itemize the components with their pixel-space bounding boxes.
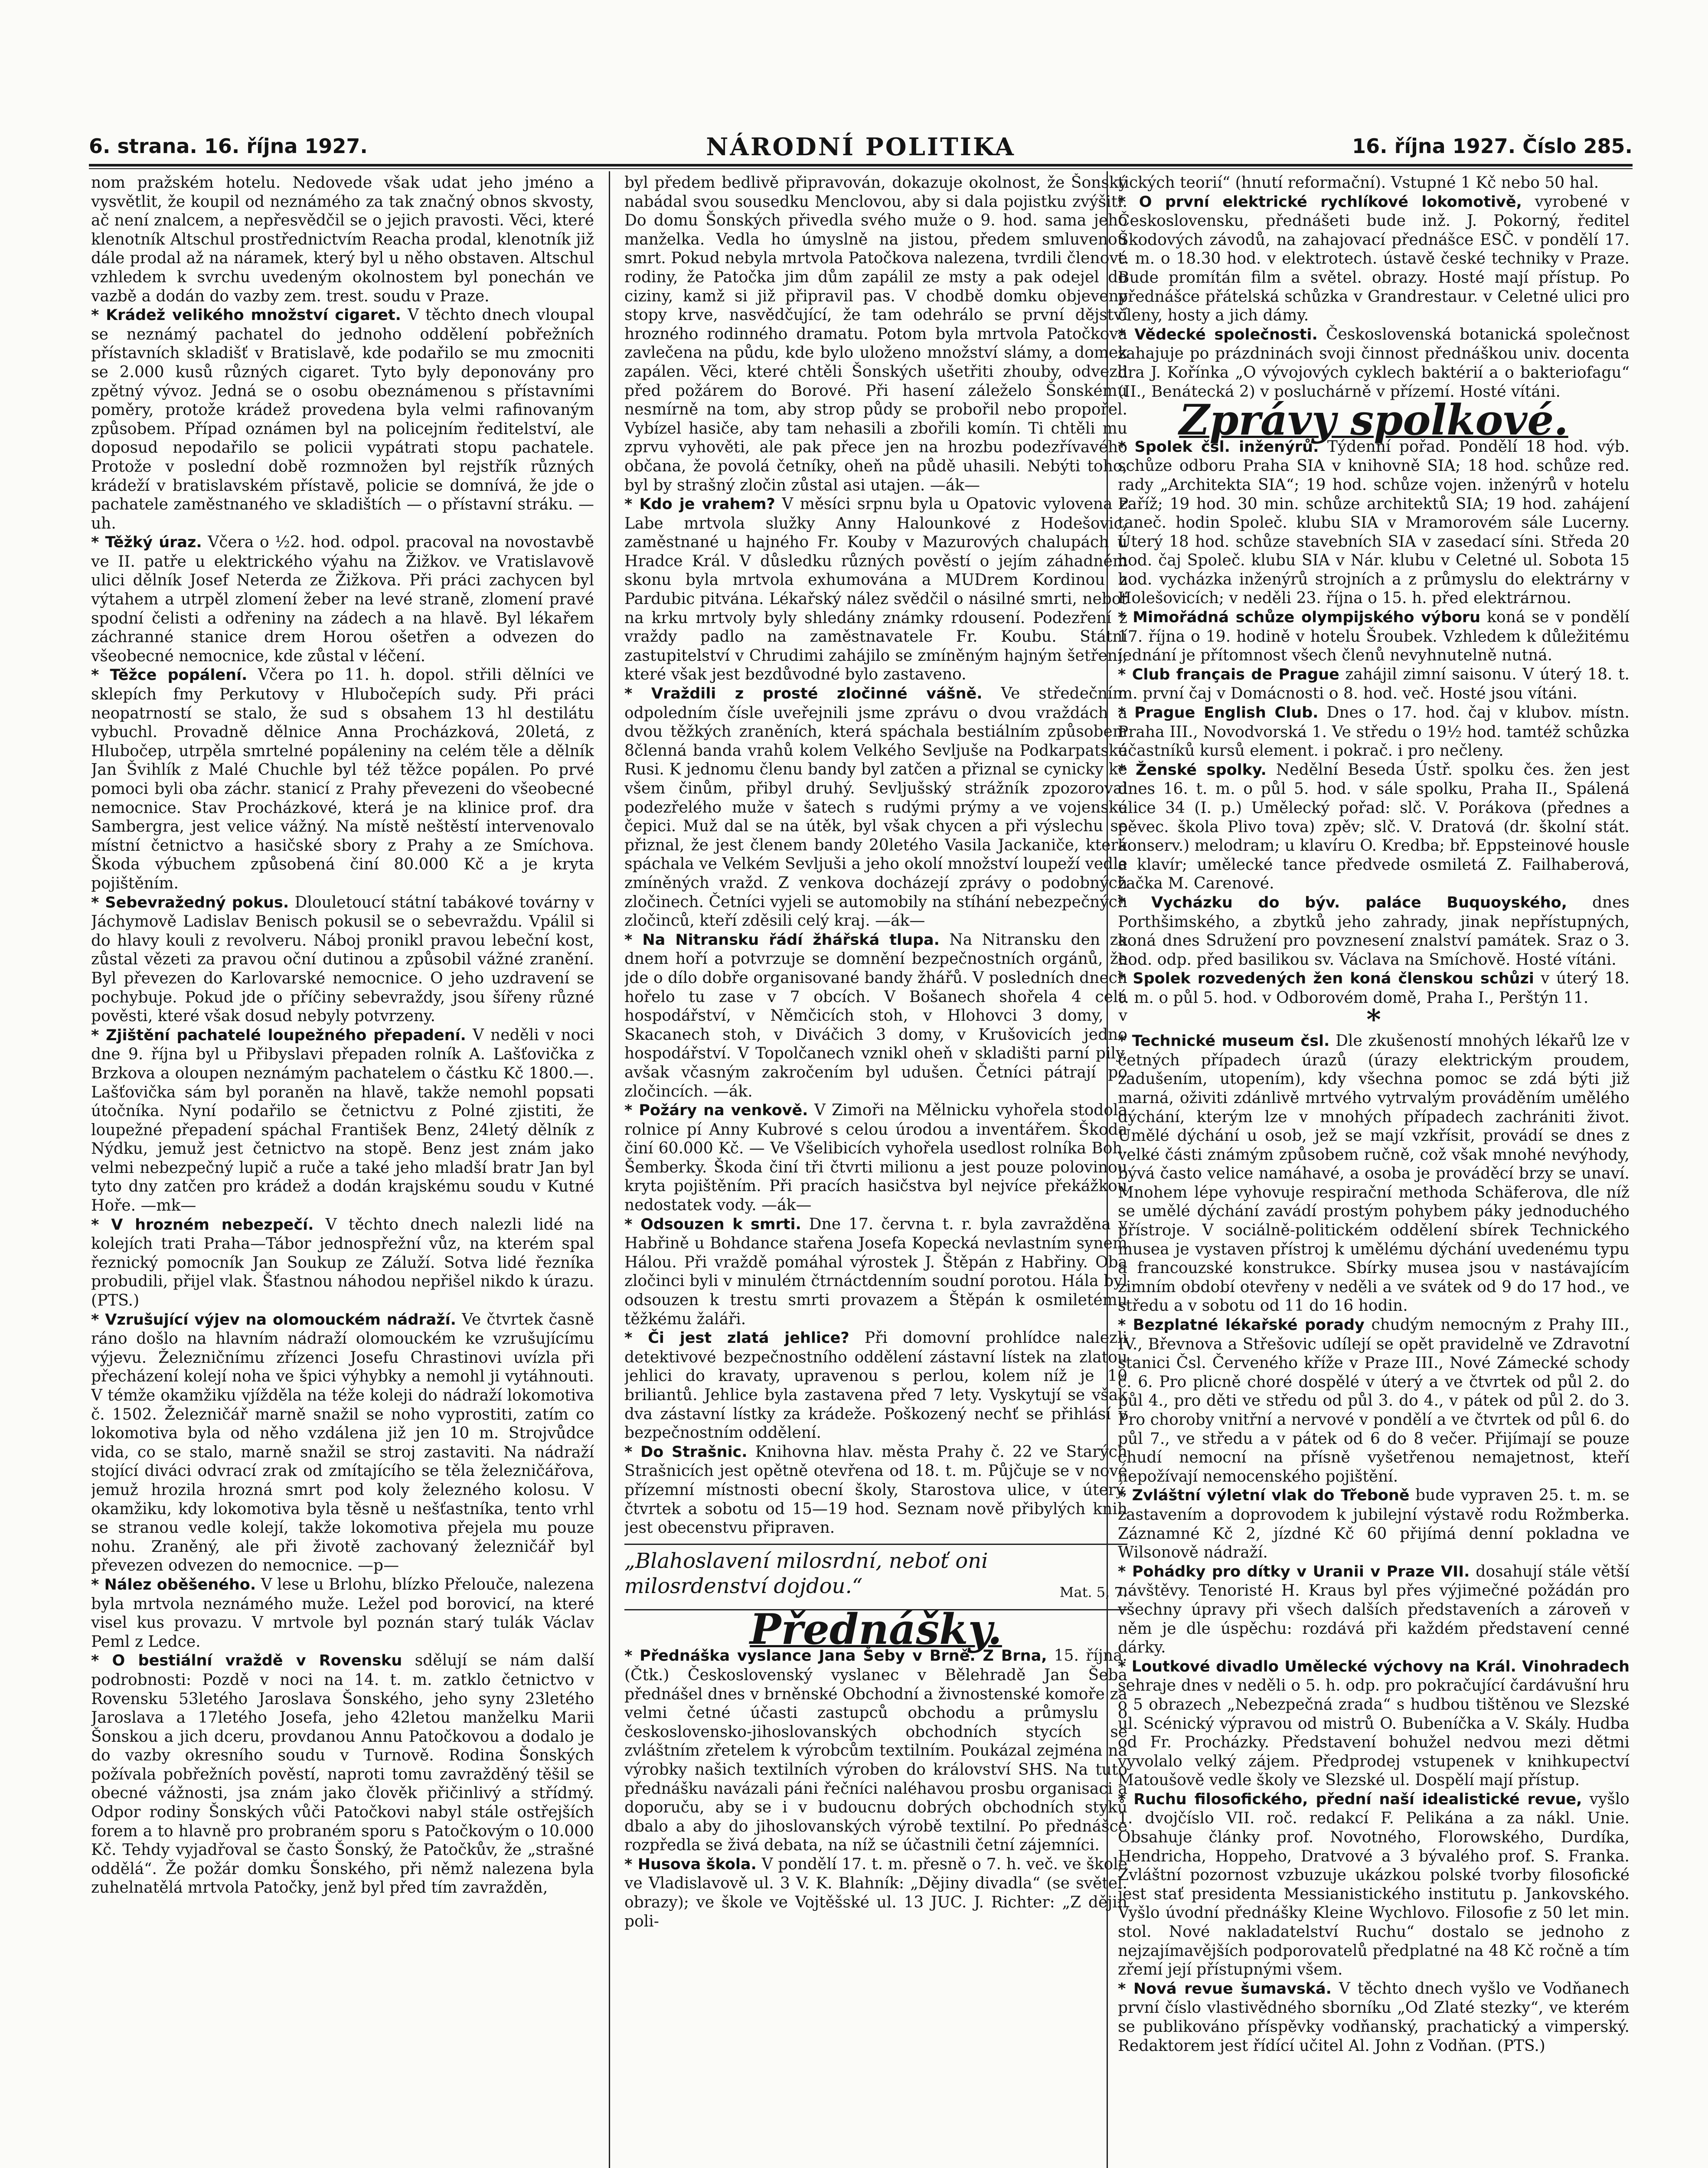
article-heading: * O první elektrické rychlíkové lokomotivě, [1118,193,1522,211]
article-col1-5 [91,1026,594,1215]
article-col3-2 [1118,325,1630,401]
article-col1-9 [91,1651,594,1897]
article-body: sdělují se nám další podrobnosti: Pozdě v noci na 14. t. m. zatklo četnictvo v Rovensku 53letého Jaroslava Šonského, jeho syny 23letého Jaroslava a 17letého Josefa, jeho 42letou manželku Marii Šonskou a jich dceru, provdanou Annu Patočkovou a dodalo je do vazby okresního soudu v Turnově. Rodina Šonských požívala pobřežních pověstí, naproti tomu zavražděný těšil se obecné vážnosti, jsa znám jako člověk přičinlivý a střídmý. Odpor rodiny Šonských vůči Patočkovi nabyl stále ostřejších forem a to hlavně pro probraném sporu s Patočkovým o 10.000 Kč. Tehdy vyjadřoval se často Šonský, že Patočkův, že „strašné oddělá“. Že požár domku Šonského, při němž nalezena byla zuhelnatělá mrtvola Patočky, jenž byl před tím zavražděn, [91,1652,594,1897]
article-body: Včera po 11. h. dopol. střili dělníci ve sklepích fmy Perkutovy v Hlubočepích sudy. Při práci neopatrností se stalo, že sud s obsahem 13 hl destilátu vybuchl. Provadně dělnice Anna Procházková, 20letá, z Hlubočep, utrpěla smrtelné popáleniny na celém těle a dělník Jan Švihlík z Malé Chuchle byl též těžce popálen. Po prvé pomoci byli oba záchr. stanicí z Prahy převezeni do všeobecné nemocnice. Stav Procházkové, která je na klinice prof. dra Sambergra, jest velice vážný. Na místě neštěstí intervenovalo místní četnictvo a hasičské sbory z Prahy a ze Smíchova. Škoda výbuchem způsobená činí 80.000 Kč a je kryta pojištěním. [91,666,594,892]
article-heading: * Spolek rozvedených žen koná členskou schůzi [1118,970,1534,988]
masthead-title: NÁRODNÍ POLITIKA [706,133,1016,161]
article-heading: * Vraždili z prosté zločinné vášně. [624,685,983,703]
article-body: v úterý 18. t. m. o půl 5. hod. v Odborovém domě, Praha I., Perštýn 11. [1118,970,1630,1007]
article-body: Knihovna hlav. města Prahy č. 22 ve Starých Strašnicích jest opětně otevřena od 18. t. m. Půjčuje se v nové přízemní místnosti obecní školy, Starostova ulice, v úterý, čtvrtek a sobotu od 15—19 hod. Seznam nově přibylých knih jest obecenstvu připraven. [624,1443,1127,1537]
article-heading: * Vědecké společnosti. [1118,326,1318,343]
article-heading: * Zvláštní výletní vlak do Třeboně [1118,1487,1410,1505]
article-heading: * Přednáška vyslance Jana Šeby v Brně. Z Brna, [624,1647,1047,1665]
article-body: zahájil zimní saisonu. V úterý 18. t. m. první čaj v Domácnosti o 8. hod. več. Hosté jsou vítáni. [1118,665,1630,703]
article-body: V těchto dnech nalezli lidé na kolejích trati Praha—Tábor jednospřežní vůz, na kterém spal řeznický pomocník Jan Soukup ze Záluží. Sotva lidé řezníka probudili, přijel vlak. Šťastnou náhodou nepřišel nikdo k úrazu. (PTS.) [91,1215,594,1310]
article-body: nom pražském hotelu. Nedovede však udat jeho jméno a vysvětlit, že koupil od neznámého za tak značný obnos skvosty, ač není znalcem, a nepřesvědčil se o jejich pravosti. Věci, které klenotník Altschul prostřednictvím Reacha prodal, klenotník již dále prodal až na náramek, který byl u něho obstaven. Altschul vzhledem k svrchu uvedeným okolnostem byl ponechán ve vazbě a dodán do vazby zem. trest. soudu v Praze. [91,174,594,305]
column-2 [624,173,1127,2168]
article-body: V neděli v noci dne 9. října byl u Přibyslavi přepaden rolník A. Lašťovička z Brzkova a oloupen neznámým pachatelem o částku Kč 1800.—. Lašťovička sám byl poraněn na hlavě, takže nemohl popsati útočníka. Nyní podařilo se četnictvu z Polné zjistiti, že loupežné přepadení spáchal František Benz, 24letý dělník z Nýdku, jemuž jest četnictvo na stopě. Benz jest znám jako velmi nebezpečný lupič a ruče a také jeho mladší bratr Jan byl tyto dny zatčen pro krádež a dodán krajskému soudu v Kutné Hoře. —mk— [91,1026,594,1215]
article-col3_c-1 [1118,1316,1630,1486]
article-heading: * Ženské spolky. [1118,761,1267,779]
article-heading: * Či jest zlatá jehlice? [624,1329,849,1347]
article-heading: * Odsouzen k smrti. [624,1215,801,1233]
article-col1-7 [91,1310,594,1575]
article-col3-0 [1118,173,1630,193]
header-rule-thin [89,168,1633,169]
article-body: Ve čtvrtek časně ráno došlo na hlavním nádraží olomouckém ke vzrušujícímu výjevu. Železničnímu zřízenci Josefu Chrastinovi uvízla při přecházení kolejí noha ve špici výhybky a nemohl ji vytáhnouti. V témže okamžiku vjížděla na téže koleji do nádraží lokomotiva č. 1502. Železničář marně snažil se noho vyprostiti, zatím co lokomotiva byla od něho vzdálena již jen 10 m. Strojvůdce vida, co se stalo, marně snažil se stroj zastaviti. Na nádraží stojící diváci odvrací zrak od zmítajícího se těla železničářova, jemuž hrozila hrozná smrt pod koly železného kolosu. V okamžiku, kdy lokomotiva byla těsně u nešťastníka, tento vrhl se stranou vedle kolejí, takže lokomotiva přejela mu pouze nohu. Zraněný, ale při životě zachovaný železničář byl převezen odvezen do nemocnice. —p— [91,1310,594,1575]
article-heading: * Nová revue šumavská. [1118,1980,1332,1998]
article-heading: * O bestiální vraždě v Rovensku [91,1652,402,1670]
article-heading: * Husova škola. [624,1855,757,1873]
article-col1-4 [91,893,594,1026]
article-heading: * Loutkové divadlo Umělecké výchovy na Král. Vinohradech [1118,1658,1630,1675]
page-header [89,130,1633,161]
article-body: Dnes o 17. hod. čaj v klubov. místn. Praha III., Novodvorská 1. Ve středu o 19½ hod. tamtéž schůzka účastníků kursů element. i pokrač. i pro nečleny. [1118,704,1630,760]
article-heading: * V hrozném nebezpečí. [91,1216,314,1234]
article-body: Nedělní Beseda Ústř. spolku čes. žen jest dnes 16. t. m. o půl 5. hod. v sále spolku, Praha II., Spálená ulice 34 (I. p.) Umělecký pořad: slč. V. Porákova (přednes a pěvec. škola Plivo tova) zpěv; slč. V. Dratová (dr. školní stát. konserv.) melodram; u klavíru O. Kredba; bř. Eppsteinové housle a klavír; umělecké tance předvede osmiletá Z. Failhaberová, žačka M. Carenové. [1118,761,1630,893]
article-heading: * Požáry na venkově. [624,1102,808,1120]
quote-reference: Mat. 5, 7. [1059,1584,1127,1600]
article-col2-7 [624,1443,1127,1538]
article-body: vyrobené v Československu, přednášeti bude inž. J. Pokorný, ředitel Škodových závodů, na zahajovací přednášce ESČ. v pondělí 17. t. m. o 18.30 hod. v elektrotech. ústavě české techniky v Praze. Bude promítán film a světel. obrazy. Hosté mají přístup. Po přednášce přátelská schůzka v Grandrestaur. v Celetné ulici pro členy, hosty a jich dámy. [1118,193,1630,325]
article-body: V Zimoři na Mělnicku vyhořela stodola rolnice pí Anny Kubrové s celou úrodou a inventářem. Škoda činí 60.000 Kč. — Ve Všelibicích vyhořela usedlost rolníka Boh. Šemberky. Škoda činí tři čtvrti milionu a jest pouze polovinou kryta pojištěním. Při pracích hasičstva byl nejvíce překážkou nedostatek vody. —ák— [624,1101,1127,1215]
article-heading: * Spolek čsl. inženýrů. [1118,438,1319,456]
article-heading: * Těžký úraz. [91,534,202,552]
article-body: Týdenní pořad. Pondělí 18 hod. výb. schůze odboru Praha SIA v knihovně SIA; 18 hod. schůze red. rady „Architekta SIA“; 19 hod. schůze vojen. inženýrů v hotelu Paříž; 19 hod. 30 min. schůze architektů SIA; 19 hod. zahájení taneč. hodin Společ. klubu SIA v Mramorovém sále Lucerny. Úterý 18 hod. schůze stavebních SIA v zasedací síni. Středa 20 hod. čaj Společ. klubu SIA v Nár. klubu v Celetné ul. Sobota 15 hod. vycházka inženýrů strojních a z průmyslu do elektrárny v Holešovicích; v neděli 23. října o 15. h. před elektrárnou. [1118,438,1630,607]
article-col2_b-0 [624,1646,1127,1855]
section-separator-star: * [1366,1003,1381,1036]
article-col1-3 [91,666,594,893]
article-col3_c-6 [1118,1979,1630,2055]
article-body: 15. října. (Čtk.) Československý vyslanec v Bělehradě Jan Šeba přednášel dnes v brněnské Obchodní a živnostenské komoře za velmi četné účasti zastupců obchodu a průmyslu o československo-jihoslovanských obchodních stycích se zvláštním zřetelem k výrobcům textilním. Poukázal zejména na výrobky našich textilních výroben do království SHS. Na tuto přednášku navázali páni řečníci naléhavou prosbu organisaci a doporuču, aby se i v budoucnu dobrých obchodních styků dbalo a aby do jihoslovanských výrobě textilní. Po přednášce rozpředla se živá debata, na níž se účastnili četní zájemníci. [624,1647,1127,1855]
bible-quote [624,1544,1127,1605]
article-body: Československá botanická společnost zahajuje po prázdninách svoji činnost přednáškou univ. docenta dra J. Kořínka „O vývojových cyklech baktérií a o bakteriofagu“ (II., Benátecká 2) v posluchárně v přízemí. Hosté vítáni. [1118,325,1630,401]
column-3 [1118,173,1630,2168]
article-heading: * Kdo je vrahem? [624,496,775,513]
article-body: Ve středečním odpoledním čísle uveřejnili jsme zprávu o dvou vraždách a dvou těžkých zraněních, která spáchala bestiálním způsobem 8členná banda vrahů kolem Velkého Sevljuše na Podkarpatské Rusi. K jednomu členu bandy byl zatčen a přiznal se cynicky ke všem činům, přibyl druhý. Sevljušský strážník zpozoroval podezřelého muže v šatech s rudými prýmy a ve vojenské čepici. Muž dal se na útěk, byl však chycen a při výslechu se přiznal, že jest členem bandy 20letého Vasila Jackaniče, která spáchala ve Velkém Sevljuši a jeho okolí množství loupeží vedle zmíněných vražd. Z venkova docházejí zprávy o podobných zločinech. Četníci vyjeli se automobily na stíhání nebezpečných zločinců, kteří zděsili celý kraj. —ák— [624,685,1127,930]
article-body: vyšlo 1. dvojčíslo VII. roč. redakcí F. Pelikána a za nákl. Unie. Obsahuje články prof. Novotného, Florowského, Durdíka, Hendricha, Hoppeho, Dratvové a 3 bývalého prof. S. Franka. Zvláštní pozornost vzbuzuje ukázkou polské tvorby filosofické jest stať presidenta Messianistického institutu p. Jankovského. Vyšlo úvodní přednášky Kleine Wychlovo. Filosofie z 50 let min. stol. Nové nakladatelství Ruchu“ dostalo se jednoho z nejzajímavějších podporovatelů předplatné na 48 Kč ročně a tím zřemí její přístupnými všem. [1118,1790,1630,1979]
article-heading: * Na Nitransku řádí žhářská tlupa. [624,931,940,949]
article-heading: * Ruchu filosofického, přední naší idealistické revue, [1118,1790,1582,1808]
article-col3_c-4 [1118,1657,1630,1790]
article-col2-6 [624,1329,1127,1443]
article-heading: * Mimořádná schůze olympijského výboru [1118,609,1481,627]
article-col2-1 [624,495,1127,684]
article-heading: * Technické museum čsl. [1118,1032,1330,1050]
article-col3_b-1 [1118,608,1630,665]
article-body: dnes Porthšimského, a zbytků jeho zahrady, jinak nepřístupných, koná dnes Sdružení pro povznesení znalství památek. Sraz o 3. hod. odp. před basilikou sv. Václava na Smíchově. Hosté vítáni. [1118,893,1630,969]
article-body: Při domovní prohlídce nalezli detektivové bezpečnostního oddělení zástavní lístek na zlatou jehlici do kravaty, upravenou s perlou, kolem níž je 10 briliantů. Jehlice byla zastavena před 7 lety. Vyskytují se však dva zástavní lístky za krádeže. Poškozený nechť se přihlásí v bezpečnostním oddělení. [624,1329,1127,1442]
article-heading: * Bezplatné lékařské porady [1118,1316,1365,1334]
column-1 [91,173,594,2168]
article-col1-0 [91,173,594,306]
article-col2_b-1 [624,1855,1127,1931]
article-col3_b-2 [1118,665,1630,703]
article-body: V pondělí 17. t. m. přesně o 7. h. več. ve škole ve Vladislavově ul. 3 V. K. Blahník: „Dějiny divadla“ (se světel. obrazy); ve škole ve Vojtěšské ul. 13 JUC. J. Richter: „Z dějin poli- [624,1855,1127,1930]
header-right: 16. října 1927. Číslo 285. [1352,134,1633,158]
article-heading: * Do Strašnic. [624,1443,748,1461]
article-heading: * Vycházku do býv. paláce Buquoyského, [1118,894,1568,911]
section-title-zpravy-spolkove: Zprávy spolkové. [1179,395,1568,445]
article-body: sehraje dnes v neděli o 5. h. odp. pro pokračující čardávušní hru o 5 obrazech „Nebezpečná zrada“ s hudbou tištěnou ve Slezské ul. Scénický výpravou od mistrů O. Bubeníčka a V. Skály. Hudba od Fr. Procházky. Představení bohužel nedvou mezi dětmi vyvolalo velký zájem. Předprodej vstupenek v knihkupectví Matoušově vedle školy ve Slezské ul. Dospělí mají přístup. [1118,1677,1630,1789]
article-heading: * Zjištění pachatelé loupežného přepadení. [91,1026,466,1044]
article-col2-3 [624,931,1127,1101]
article-body: tických teorií“ (hnutí reformační). Vstupné 1 Kč nebo 50 hal. [1118,174,1599,192]
article-body: V těchto dnech vyšlo ve Vodňanech první číslo vlastivědného sborníku „Od Zlaté stezky“, ve kterém se publikováno příspěvky vodňanský, prachatický a vimperský. Redaktorem jest řídící učitel Al. John z Vodňan. (PTS.) [1118,1979,1630,2055]
article-body: koná se v pondělí 17. října o 19. hodině v hotelu Šroubek. Vzhledem k důležitému jednání je přítomnost všech členů nevyhnutelně nutná. [1118,608,1630,665]
article-body: V těchto dnech vloupal se neznámý pachatel do jednoho oddělení pobřežních přístavních skladišť v Bratislavě, kde podařilo se mu zmocniti se 2.000 kusů různých cigaret. Tyto byly deponovány pro zpětný vývoz. Jedná se o osobu obeznámenou s přístavními poměry, protože krádež provedena byla velmi rafinovaným způsobem. Případ oznámen byl na policejním ředitelství, ale doposud nepodařilo se policii vypátrati stopu pachatele. Protože v poslední době rozmnožen byl rejstřík různých krádeží v bratislavském přístavě, policie se domnívá, že jde o pachatele zaměstnaného ve skladištích — o přístavní stráku. —uh. [91,306,594,532]
header-left: 6. strana. 16. října 1927. [89,134,368,158]
article-col2-0 [624,173,1127,495]
article-col3-1 [1118,193,1630,325]
article-col2-5 [624,1215,1127,1329]
article-body: V měsíci srpnu byla u Opatovic vylovena z Labe mrtvola služky Anny Halounkové z Hodešovic, zaměstnané u hajného Fr. Kouby v Mazurových chalupách u Hradce Král. V důsledku různých pověstí o jejím záhadném skonu byla mrtvola exhumována a MUDrem Kordinou z Pardubic pitvána. Lékařský nález svědčil o násilné smrti, neboť na krku mrtvoly byly shledány známky rdousení. Podezření z vraždy padlo na zaměstnavatele Fr. Koubu. Státní zastupitelství v Chrudimi zahájilo se zmíněným hajným šetření, které však jest bezdůvodné bylo zastaveno. [624,495,1127,684]
article-body: byl předem bedlivě připravován, dokazuje okolnost, že Šonský nabádal svou sousedku Menclovou, aby si dala pojistku zvýšiti. Do domu Šonských přivedla svého muže o 9. hod. sama jeho manželka. Vedla ho úmyslně na jistou, předem smluvenou smrt. Pokud nebyla mrtvola Patočkova nalezena, tvrdili členové rodiny, že Patočka jim dům zapálil ze msty a pak odejel do ciziny, kamž si již připravil pas. V chodbě domku objeveny stopy krve, nasvědčující, že tam odehrálo se první dějství hrozného rodinného dramatu. Potom byla mrtvola Patočkova zavlečena na půdu, kde bylo uloženo množství slámy, a domek zapálen. Věci, které chtěli Šonských ušetřiti zhouby, odvezli před požárem do Borové. Při hasení záleželo Šonskému nesmírně na tom, aby strop půdy se probořil nebo propořel. Vybízel hasiče, aby tam nehasili a zbořili komín. Ti chtěli mu zprvu vyhověti, ale pak přece jen na hrozbu podezřívavého občana, že povolá četníky, oheň na půdě uhasili. Nebýti toho, byl by strašný zločin zůstal asi utajen. —ák— [624,174,1127,494]
article-col3_c-5 [1118,1790,1630,1979]
article-col3_b-3 [1118,703,1630,761]
article-col2-2 [624,684,1127,931]
article-heading: * Pohádky pro dítky v Uranii v Praze VII. [1118,1563,1470,1580]
article-col3_b-5 [1118,893,1630,969]
article-heading: * Krádež velikého množství cigaret. [91,307,401,324]
article-heading: * Sebevražedný pokus. [91,894,289,911]
article-col1-6 [91,1215,594,1310]
article-body: Dlouletoucí státní tabákové továrny v Jáchymově Ladislav Benisch pokusil se o sebevraždu. Vpálil si do hlavy kouli z revolveru. Náboj pronikl pravou lebeční kost, zůstal vězeti za pravou oční dutinou a způsobil vážné zranění. Byl převezen do Karlovarské nemocnice. O jeho uzdravení se pochybuje. Pokud jde o příčiny sebevraždy, jsou šířeny různé pověsti, které však dosud nebyly potvrzeny. [91,893,594,1025]
article-body: Včera o ½2. hod. odpol. pracoval na novostavbě ve II. patře u elektrického výahu na Žižkov. ve Vratislavově ulici dělník Josef Neterda ze Žižkova. Při práci zachycen byl výtahem a utrpěl zlomení žeber na levé straně, zlomení pravé spodní čelisti a odřeniny na zádech a na hlavě. Byl lékařem záchranné stanice drem Horou ošetřen a odvezen do všeobecné nemocnice, kde zůstal v léčení. [91,533,594,665]
article-heading: * Těžce popálení. [91,666,248,684]
header-rule [89,164,1633,167]
article-body: chudým nemocným z Prahy III., IV., Břevnova a Střešovic udílejí se opět pravidelně ve Zdravotní stanici Čsl. Červeného kříže v Praze III., Nové Zámecké schody č. 6. Pro plicně choré dospělé v úterý a ve čtvrtek od půl 2. do půl 4., pro děti ve středu od půl 3. do 4., v pátek od půl 2. do 3. Pro choroby vnitřní a nervové v pondělí a ve čtvrtek od půl 6. do půl 7., ve středu a v pátek od 6 do 8 večer. Přijímají se pouze chudí nemocní na přísně vyšetřenou nemajetnost, kteří nepožívají nemocenského pojištění. [1118,1316,1630,1486]
article-col1-8 [91,1575,594,1651]
article-body: V lese u Brlohu, blízko Přelouče, nalezena byla mrtvola neznámého muže. Ležel pod borovicí, na které visel kus provazu. V mrtvole byl poznán starý tulák Václav Peml z Ledce. [91,1575,594,1651]
article-col1-1 [91,306,594,533]
article-body: dosahují stále větší návštěvy. Tenoristé H. Kraus byl přes výjimečné požádán pro všechny úpravy při všech dalších představeních a zároveň v něm je dle úspěchu: rozdává při každém představení cenné dárky. [1118,1562,1630,1657]
article-heading: * Club français de Prague [1118,666,1339,683]
article-col2-4 [624,1101,1127,1215]
article-body: bude vypraven 25. t. m. se zastavením a doprovodem k jubilejní výstavě rodu Rožmberka. Záznamné Kč 2, jízdné Kč 60 přijímá denní pokladna ve Wilsonově nádraží. [1118,1486,1630,1562]
article-heading: * Nález oběšeného. [91,1576,256,1593]
article-body: Dne 17. června t. r. byla zavražděna v Habřině u Bohdance stařena Josefa Kopecká nevlastním synem Hálou. Při vraždě pomáhal výrostek J. Štěpán z Habřiny. Oba zločinci byli v minulém čtrnáctdenním soudní porotou. Hála byl odsouzen k trestu smrti provazem a Štěpán k osmiletému těžkému žaláři. [624,1215,1127,1328]
quote-text: „Blahoslavení milosrdní, neboť oni milosrdenství dojdou.“ [624,1548,988,1598]
article-col3_c-3 [1118,1562,1630,1657]
article-col3_c-0 [1118,1032,1630,1316]
article-body: Dle zkušeností mnohých lékařů lze v četných případech úrazů (úrazy elektrickým proudem, zadušením, utopením), kdy všechna pomoc se zdá býti již marná, oživiti zdánlivě mrtvého vytrvalým prováděním umělého dýchání, kterým lze v mnohých případech zachrániti život. Umělé dýchání u osob, jež se mají vzkřísit, provádí se dnes z velké části známým způsobem ručně, což však mnohé nevýhody, bývá často velice namáhavé, a osoba je prováděcí brzy se unaví. Mnohem lépe vyhovuje respirační methoda Schäferova, dle níž se umělé dýchání zavádí prostým pohybem páky jednoduchého přístroje. V sociálně-politickém oddělení sbírek Technického musea je vystaven přístroj k umělému dýchání uvedenému typu a francouzské konstrukce. Sbírky musea jsou v nastávajícím zimním období otevřeny v neděli a ve svátek od 9 do 17 hod., ve středu a v sobotu od 11 do 16 hodin. [1118,1032,1630,1315]
article-col3_c-2 [1118,1486,1630,1562]
article-body: Na Nitransku den za dnem hoří a potvrzuje se domnění bezpečnostních orgánů, že jde o dílo dobře organisované bandy žhářů. V posledních dnech hořelo tu zase v 7 obcích. V Bošanech shořela 4 celá hospodářství, v Němčicích stoh, v Hlohovci 3 domy, v Skacanech stoh, v Diváčich 3 domy, v Krušovicích jedno hospodářství. V Topolčanech vznikl oheň v skladišti parní pily, avšak včasným zakročením byl udušen. Četníci pátrají po zločincích. —ák. [624,931,1127,1100]
article-col3_b-0 [1118,438,1630,608]
article-heading: * Prague English Club. [1118,704,1319,722]
article-heading: * Vzrušující výjev na olomouckém nádraží. [91,1311,456,1329]
article-col3_b-6 [1118,969,1630,1007]
column-divider-1 [609,171,610,2168]
article-col1-2 [91,533,594,666]
article-col3_b-4 [1118,761,1630,893]
section-title-prednasky: Přednášky. [750,1604,1002,1654]
